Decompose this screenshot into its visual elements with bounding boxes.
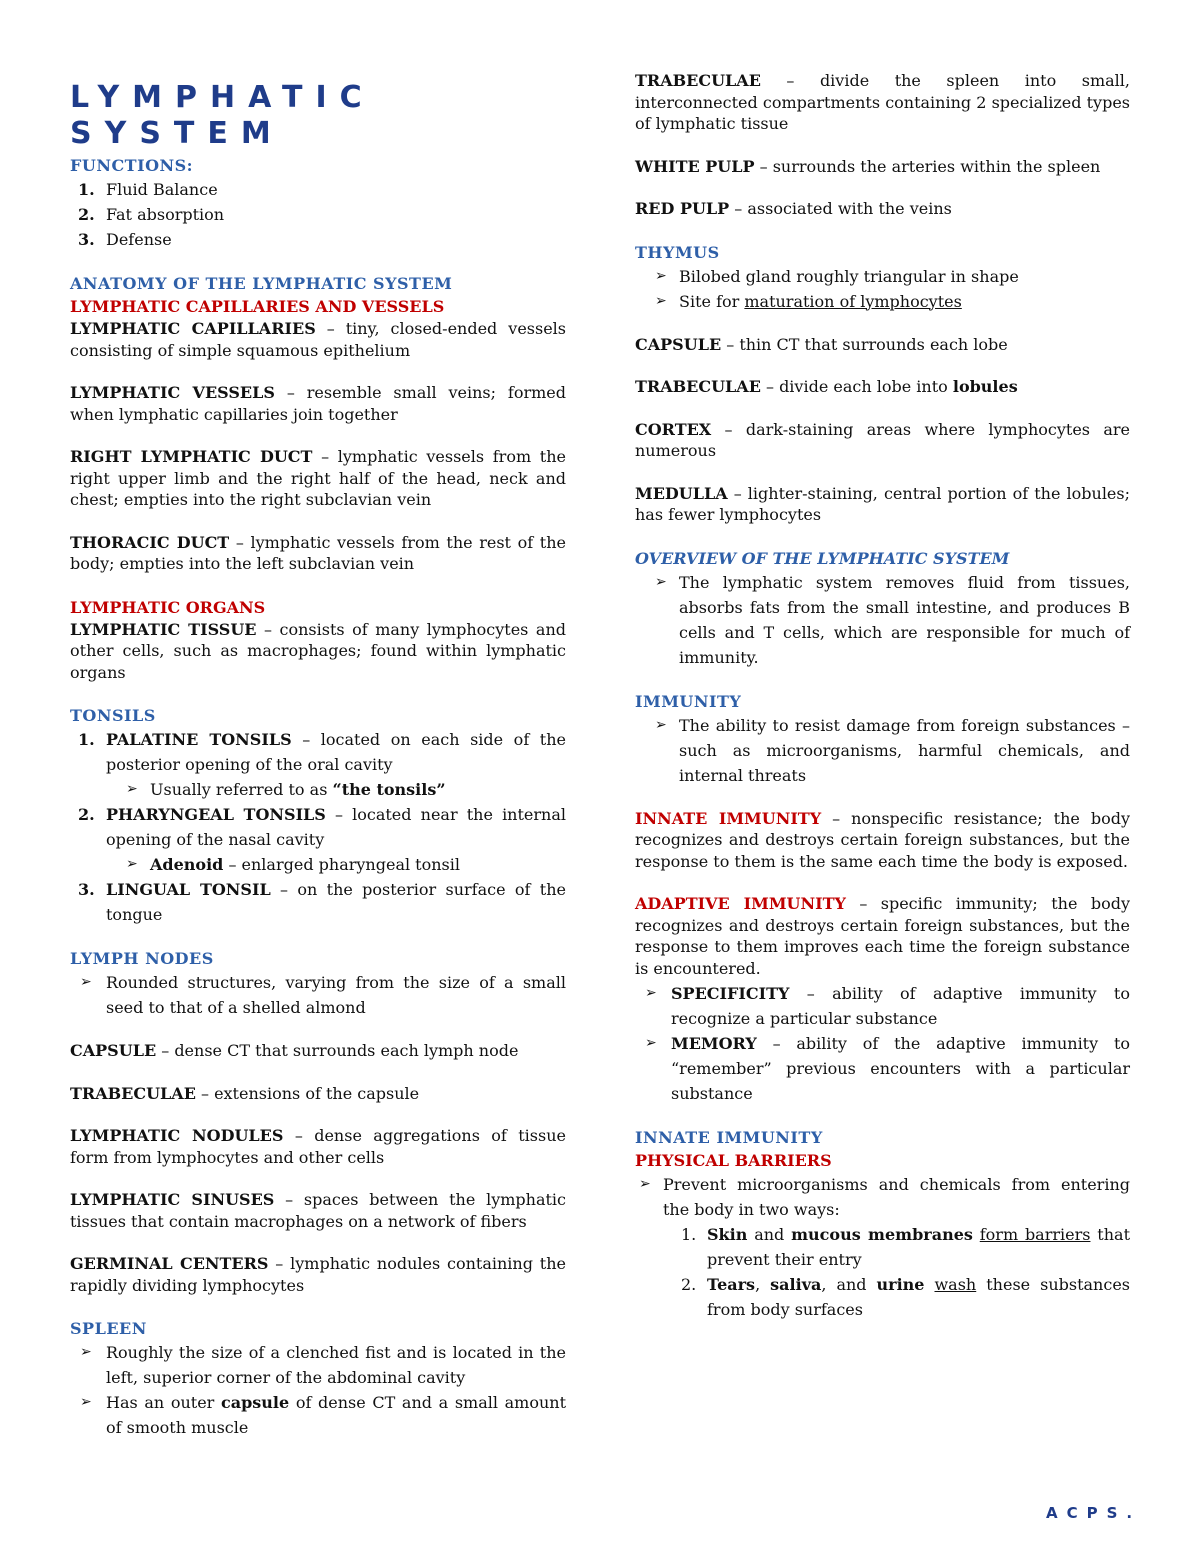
- arrow-bullet-icon: ➢: [80, 1344, 92, 1360]
- list-item: 1. PALATINE TONSILS – located on each side of the posterior opening of the oral cavity: [78, 730, 567, 774]
- list-item: ➢ MEMORY – ability of the adaptive immunity to “remember” previous encounters with a particular substance: [635, 1031, 1130, 1106]
- arrow-bullet-icon: ➢: [639, 1176, 651, 1192]
- lymph-nodes-heading: LYMPH NODES: [70, 949, 214, 968]
- arrow-bullet-icon: ➢: [645, 985, 657, 1001]
- physical-barriers-heading: PHYSICAL BARRIERS: [635, 1151, 832, 1170]
- list-item: 3. LINGUAL TONSIL – on the posterior surface of the tongue: [78, 880, 566, 924]
- definition: TRABECULAE – divide each lobe into lobules: [635, 377, 1018, 396]
- arrow-bullet-icon: ➢: [655, 267, 667, 284]
- definition: THORACIC DUCT – lymphatic vessels from the rest of the body; empties into the left subclavian vein: [70, 532, 566, 573]
- list-item: ➢ Prevent microorganisms and chemicals from entering the body in two ways:: [635, 1172, 1130, 1222]
- list-item: ➢ Adenoid – enlarged pharyngeal tonsil: [70, 852, 566, 877]
- list-item: 3. Defense: [78, 230, 172, 249]
- definition: RED PULP – associated with the veins: [635, 199, 952, 218]
- footer-initials: ACPS.: [1046, 1504, 1142, 1522]
- list-item: ➢ Site for maturation of lymphocytes: [635, 289, 1130, 314]
- definition: MEDULLA – lighter-staining, central portion of the lobules; has fewer lymphocytes: [635, 483, 1130, 524]
- spleen-heading: SPLEEN: [70, 1319, 147, 1338]
- arrow-bullet-icon: ➢: [80, 1394, 92, 1410]
- functions-heading: FUNCTIONS:: [70, 156, 194, 175]
- definition: INNATE IMMUNITY – nonspecific resistance; the body recognizes and destroys certain foreign substances, but the response to them is the same each time the body is exposed.: [635, 808, 1130, 871]
- tonsils-heading: TONSILS: [70, 706, 156, 725]
- list-item: ➢ Roughly the size of a clenched fist and is located in the left, superior corner of the abdominal cavity: [70, 1340, 566, 1390]
- thymus-heading: THYMUS: [635, 242, 720, 262]
- list-item: ➢ Rounded structures, varying from the size of a small seed to that of a shelled almond: [70, 970, 566, 1020]
- list-item: ➢ Has an outer capsule of dense CT and a small amount of smooth muscle: [70, 1390, 566, 1440]
- definition: LYMPHATIC SINUSES – spaces between the lymphatic tissues that contain macrophages on a network of fibers: [70, 1190, 566, 1231]
- innate-immunity-heading: INNATE IMMUNITY: [635, 1128, 823, 1147]
- definition: CAPSULE – thin CT that surrounds each lobe: [635, 334, 1008, 354]
- list-item: ➢ Usually referred to as “the tonsils”: [70, 777, 566, 802]
- functions-list: [70, 177, 566, 252]
- left-column: [70, 70, 566, 1440]
- list-item: ➢ The ability to resist damage from foreign substances – such as microorganisms, harmful chemicals, and internal threats: [635, 713, 1130, 788]
- immunity-heading: IMMUNITY: [635, 691, 742, 711]
- definition: RIGHT LYMPHATIC DUCT – lymphatic vessels from the right upper limb and the right half of the head, neck and chest; empties into the right subclavian vein: [70, 447, 567, 509]
- anatomy-heading: ANATOMY OF THE LYMPHATIC SYSTEM: [70, 274, 453, 293]
- list-item: 1. Skin and mucous membranes form barriers that prevent their entry: [681, 1225, 1131, 1269]
- list-item: ➢ The lymphatic system removes fluid from tissues, absorbs fats from the small intestine, and produces B cells and T cells, which are responsible for much of immunity.: [635, 570, 1130, 670]
- definition: LYMPHATIC VESSELS – resemble small veins; formed when lymphatic capillaries join together: [70, 383, 567, 424]
- arrow-bullet-icon: ➢: [655, 292, 667, 309]
- definition: CORTEX – dark-staining areas where lymphocytes are numerous: [635, 419, 1130, 460]
- tonsils-list: [70, 727, 566, 927]
- definition: LYMPHATIC TISSUE – consists of many lymphocytes and other cells, such as macrophages; found within lymphatic organs: [70, 619, 567, 682]
- page-title: LYMPHATIC SYSTEM: [70, 80, 375, 151]
- arrow-bullet-icon: ➢: [655, 573, 667, 590]
- spacer: [70, 927, 566, 947]
- organs-heading: LYMPHATIC ORGANS: [70, 597, 266, 617]
- overview-heading: OVERVIEW OF THE LYMPHATIC SYSTEM: [635, 548, 1010, 568]
- list-item: ➢ SPECIFICITY – ability of adaptive immunity to recognize a particular substance: [635, 981, 1130, 1031]
- definition: WHITE PULP – surrounds the arteries within the spleen: [635, 156, 1101, 176]
- definition: LYMPHATIC CAPILLARIES – tiny, closed-ended vessels consisting of simple squamous epithelium: [70, 319, 566, 360]
- arrow-bullet-icon: ➢: [80, 974, 92, 990]
- arrow-bullet-icon: ➢: [655, 716, 667, 733]
- arrow-bullet-icon: ➢: [645, 1035, 657, 1051]
- definition: LYMPHATIC NODULES – dense aggregations of tissue form from lymphocytes and other cells: [70, 1126, 566, 1167]
- list-item: ➢ Bilobed gland roughly triangular in shape: [635, 264, 1130, 289]
- spacer: [70, 252, 566, 272]
- capillaries-vessels-heading: LYMPHATIC CAPILLARIES AND VESSELS: [70, 297, 445, 316]
- list-item: 2. Tears, saliva, and urine wash these substances from body surfaces: [681, 1275, 1130, 1319]
- definition: TRABECULAE – extensions of the capsule: [70, 1083, 420, 1103]
- right-column: [635, 70, 1130, 1322]
- arrow-bullet-icon: ➢: [126, 781, 138, 797]
- list-item: 1. Fluid Balance: [78, 180, 218, 199]
- arrow-bullet-icon: ➢: [126, 856, 138, 872]
- list-item: 2. PHARYNGEAL TONSILS – located near the internal opening of the nasal cavity: [78, 805, 566, 849]
- definition: CAPSULE – dense CT that surrounds each lymph node: [70, 1041, 519, 1060]
- list-item: 2. Fat absorption: [78, 205, 225, 224]
- definition: ADAPTIVE IMMUNITY – specific immunity; the body recognizes and destroys certain foreign substances, but the response to them improves each time the foreign substance is encountered.: [635, 894, 1130, 978]
- definition: GERMINAL CENTERS – lymphatic nodules containing the rapidly dividing lymphocytes: [70, 1254, 566, 1295]
- definition: TRABECULAE – divide the spleen into small, interconnected compartments containing 2 specialized types of lymphatic tissue: [635, 71, 1130, 133]
